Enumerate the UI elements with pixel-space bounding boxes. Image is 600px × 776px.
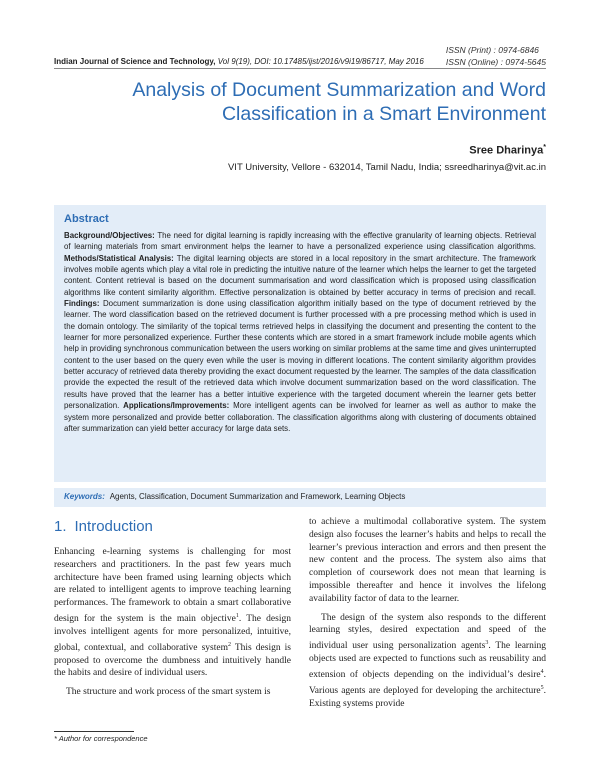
abstract-label-methods: Methods/Statistical Analysis: [64, 253, 174, 263]
right-paragraph-2 [309, 612, 546, 711]
section-title: Introduction [74, 518, 153, 535]
right-p2-text-c: . Various agents are deployed for developing the architecture [309, 670, 546, 697]
abstract-label-background: Background/Objectives: [64, 231, 155, 240]
abstract-box [54, 205, 546, 482]
title-line-2: Classification in a Smart Environment [221, 103, 546, 125]
issn-block [446, 44, 546, 68]
right-paragraph-1: to achieve a multimodal collaborative system. The system design also focuses the learner’s habits and helps to recall the learner’s previous interaction and errors and then present the new content and the process. The system also aims that completion of coursework does not mean that learning is impossible thereafter and hence it involves the lifelong availability factor of data to the learner. [309, 517, 546, 604]
author [469, 144, 546, 157]
section-number: 1. [54, 518, 67, 535]
abstract-body [64, 230, 536, 434]
footnote-rule [54, 731, 134, 732]
author-mark: * [543, 144, 546, 151]
keywords-box [54, 488, 546, 507]
keywords-text: Agents, Classification, Document Summarization and Framework, Learning Objects [109, 492, 406, 501]
ref-1: 1 [235, 612, 239, 619]
paper-title [76, 78, 546, 126]
right-p2-text-b: . The learning objects used are expected to functions such as reusability and extension of objects depending on the individual’s desire [309, 641, 546, 681]
ref-2: 2 [227, 641, 231, 648]
intro-p1-text-c: This design is proposed to overcome the dumbness and intuitively handle the habits and desire of individual users. [54, 642, 292, 679]
section-heading-introduction [54, 518, 153, 535]
abstract-text-methods: The digital learning objects are stored in a local repository in the smart architecture. The framework involves mobile agents which play a vital role in predicting the intuitive nature of the learner which helps the learner to get the targeted content. Content retrieval is based on the document summarisation and word classification which is proposed using classification algorithms like content similarity algorithm. Effective personalization is obtained by better accuracy in terms of precision and recall. [64, 253, 537, 297]
abstract-heading: Abstract [64, 213, 109, 225]
author-name: Sree Dharinya [469, 144, 544, 157]
header-rule [54, 68, 546, 69]
journal-name: Indian Journal of Science and Technology, [54, 57, 216, 66]
intro-paragraph-2: The structure and work process of the smart system is [66, 687, 271, 698]
intro-p1-text-a: Enhancing e-learning systems is challenging for most researchers and practitioners. In the past few years much architecture have been framed using learning objects which are related to intelligent agents to improve teaching learning performances. The framework to obtain a smart collaborative design for the system is the main objective [54, 547, 291, 625]
right-p2-text-d: . Existing systems provide [309, 686, 546, 709]
abstract-text-improvements: More intelligent agents can be involved for learner as well as author to make the system more personalized and provide better collaboration. The classification algorithms along with clustering of documents obtained after summarization can yield better accuracy for large data sets. [64, 401, 536, 433]
abstract-label-improvements: Applications/Improvements: [123, 401, 230, 411]
issn-print: ISSN (Print) : 0974-6846 [445, 45, 539, 55]
journal-details: Vol 9(19), DOI: 10.17485/ijst/2016/v9i19/86717, May 2016 [217, 57, 424, 66]
ref-3: 3 [485, 640, 489, 647]
title-line-1: Analysis of Document Summarization and Word [132, 79, 546, 101]
abstract-label-findings: Findings: [64, 299, 100, 309]
affiliation: VIT University, Vellore - 632014, Tamil Nadu, India; ssreedharinya@vit.ac.in [227, 162, 546, 173]
right-p2-text-a: The design of the system also responds to the different learning styles, desired expectation and speed of the individual user using personalization agents [309, 612, 546, 652]
intro-p1-text-b: . The design involves intelligent agents for more personalized, intuitive, global, contextual, and collaborative system [54, 614, 291, 653]
left-column [54, 546, 291, 699]
ref-4: 4 [540, 668, 544, 675]
issn-online: ISSN (Online) : 0974-5645 [445, 57, 546, 67]
journal-citation [54, 57, 424, 66]
right-column [309, 516, 546, 711]
abstract-text-background: The need for digital learning is rapidly increasing with the effective granularity of learning objects. Retrieval of learning materials from smart environment helps the learner to have a personalized experience using classification algorithms. [64, 231, 536, 252]
intro-paragraph-1 [54, 546, 291, 680]
abstract-text-findings: Document summarization is done using classification algorithm initially based on the type of document retrieved by the learner. The word classification based on the retrieved document is further processed with a pre processing method which is used in the domain ontology. The similarity of the topical terms retrieved helps in classifying the document and presenting the content to the learner for more personalized experience. Further these contents which are stored in a smart framework include mobile agents which help in providing synchronous communication between the users working on similar problems at the same time and gives uninterrupted content to the user based on the query even while the user is moving in different locations. The content similarity algorithm provides better accuracy of retrieved data thereby providing the exact document requested by the learner. The samples of the data classification provide the expected the result of the retrieved data which involve document summarization based on the word classification. The results have proved that the learner has a better intuitive experience with the targeted document wherein the learner gets better personalization. [64, 299, 536, 411]
footnote: * Author for correspondence [54, 734, 148, 743]
keywords-label: Keywords: [64, 492, 105, 501]
ref-5: 5 [540, 684, 544, 691]
